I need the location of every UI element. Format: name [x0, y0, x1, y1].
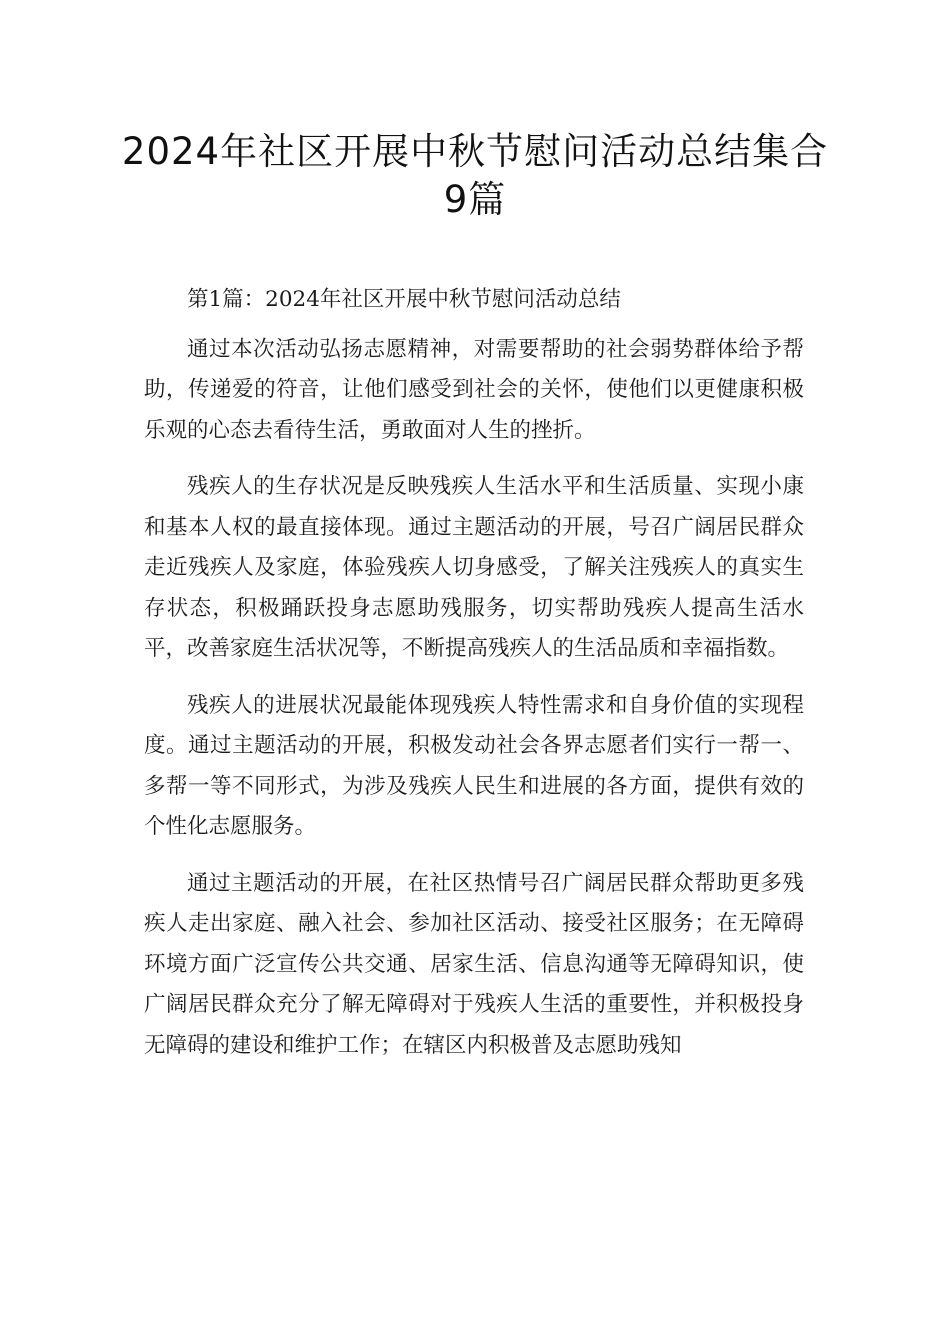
document-title: 2024年社区开展中秋节慰问活动总结集合9篇 — [121, 130, 829, 221]
paragraph-2: 残疾人的生存状况是反映残疾人生活水平和生活质量、实现小康和基本人权的最直接体现。通过主题活动的开展，号召广阔居民群众走近残疾人及家庭，体验残疾人切身感受，了解关注残疾人的真实生存状态，积极踊跃投身志愿助残服务，切实帮助残疾人提高生活水平，改善家庭生活状况等，不断提高残疾人的生活品质和幸福指数。 — [144, 474, 804, 661]
paragraph-1: 通过本次活动弘扬志愿精神，对需要帮助的社会弱势群体给予帮助，传递爱的符音，让他们感受到社会的关怀，使他们以更健康积极乐观的心态去看待生活，勇敢面对人生的挫折。 — [144, 336, 804, 443]
paragraph-3: 残疾人的进展状况最能体现残疾人特性需求和自身价值的实现程度。通过主题活动的开展，积极发动社会各界志愿者们实行一帮一、多帮一等不同形式，为涉及残疾人民生和进展的各方面，提供有效的个性化志愿服务。 — [144, 692, 804, 839]
section-heading: 第1篇：2024年社区开展中秋节慰问活动总结 — [187, 287, 621, 312]
paragraph-4: 通过主题活动的开展，在社区热情号召广阔居民群众帮助更多残疾人走出家庭、融入社会、参加社区活动、接受社区服务；在无障碍环境方面广泛宣传公共交通、居家生活、信息沟通等无障碍知识，使广阔居民群众充分了解无障碍对于残疾人生活的重要性，并积极投身无障碍的建设和维护工作；在辖区内积极普及志愿助残知 — [144, 870, 804, 1058]
document-body — [144, 280, 804, 1082]
